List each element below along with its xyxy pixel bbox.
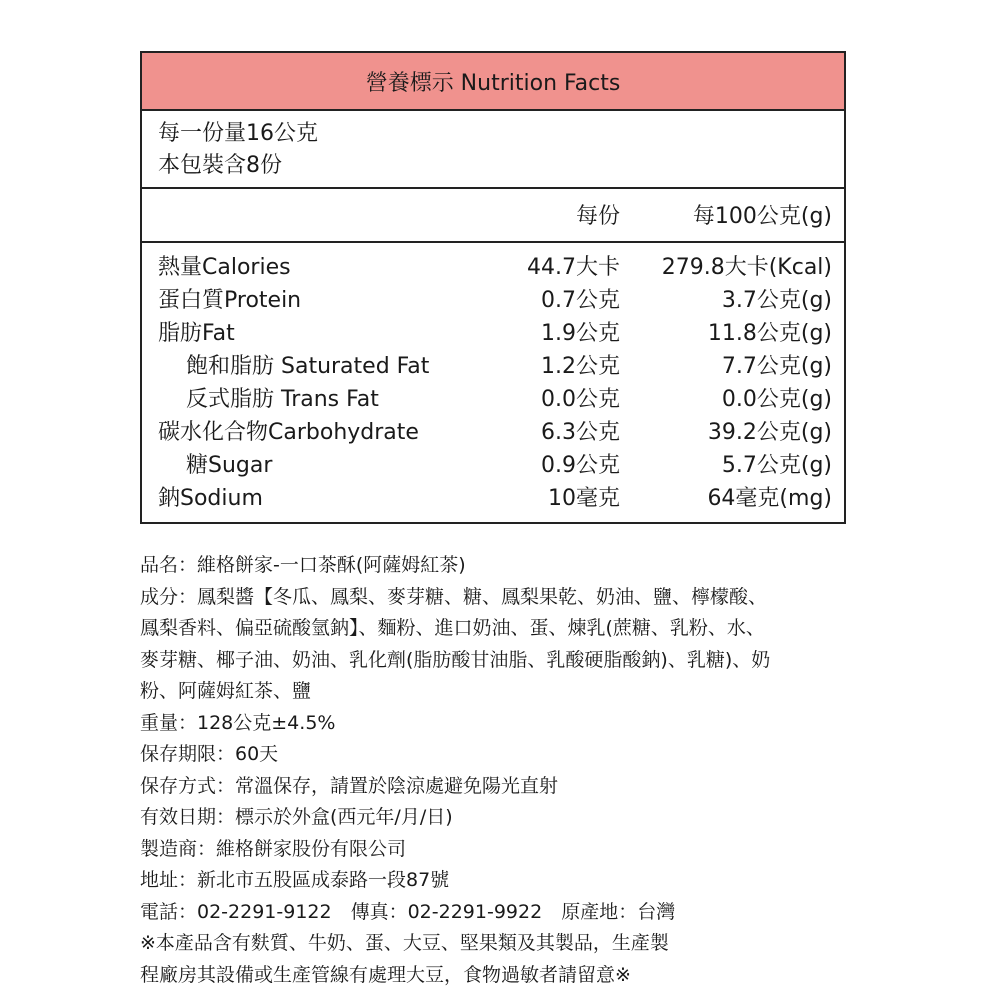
nutrient-row-protein bbox=[142, 284, 844, 317]
per-serving-value: 10毫克 bbox=[548, 486, 620, 511]
per-serving-value: 0.0公克 bbox=[541, 387, 620, 412]
nutrient-row-saturated-fat bbox=[142, 350, 844, 383]
nutrient-name: 糖Sugar bbox=[186, 453, 273, 478]
nutrient-name: 鈉Sodium bbox=[158, 486, 263, 511]
nutrient-row-calories bbox=[142, 251, 844, 284]
contact-line: 電話：02-2291-9122 傳真：02-2291-9922 原產地：台灣 bbox=[140, 900, 676, 923]
per-serving-value: 0.9公克 bbox=[541, 453, 620, 478]
nutrient-name: 蛋白質Protein bbox=[158, 288, 302, 313]
per-100g-header: 每100公克(g) bbox=[692, 204, 832, 229]
storage-line: 保存方式：常溫保存，請置於陰涼處避免陽光直射 bbox=[140, 774, 559, 797]
per-100g-value: 7.7公克(g) bbox=[721, 354, 832, 379]
shelf-life-line: 保存期限：60天 bbox=[140, 743, 279, 765]
allergen-notice-line: ※本產品含有麩質、牛奶、蛋、大豆、堅果類及其製品，生產製 bbox=[140, 932, 669, 954]
manufacturer-line: 製造商：維格餅家股份有限公司 bbox=[140, 837, 407, 860]
servings-per-package: 本包裝含8份 bbox=[158, 153, 282, 178]
per-serving-value: 6.3公克 bbox=[541, 420, 620, 445]
nutrient-name: 熱量Calories bbox=[158, 255, 291, 280]
serving-size: 每一份量16公克 bbox=[158, 121, 318, 146]
nutrient-row-sodium bbox=[142, 482, 844, 515]
expiry-line: 有效日期：標示於外盒(西元年/月/日) bbox=[140, 806, 453, 828]
nutrition-facts-title: 營養標示 Nutrition Facts bbox=[142, 53, 844, 111]
per-100g-value: 5.7公克(g) bbox=[721, 453, 832, 478]
ingredients-line: 成分：鳳梨醬【冬瓜、鳳梨、麥芽糖、糖、鳳梨果乾、奶油、鹽、檸檬酸、 bbox=[140, 585, 768, 608]
per-100g-value: 0.0公克(g) bbox=[721, 387, 832, 412]
product-name-line: 品名：維格餅家-一口茶酥(阿薩姆紅茶) bbox=[140, 554, 466, 576]
nutrient-name: 反式脂肪 Trans Fat bbox=[186, 387, 379, 412]
per-100g-value: 39.2公克(g) bbox=[707, 420, 832, 445]
per-100g-value: 64毫克(mg) bbox=[707, 486, 832, 511]
nutrient-row-fat bbox=[142, 317, 844, 350]
per-serving-value: 44.7大卡 bbox=[527, 255, 620, 280]
per-100g-value: 11.8公克(g) bbox=[707, 321, 832, 346]
product-info bbox=[140, 550, 860, 991]
ingredients-line: 鳳梨香料、偏亞硫酸氫鈉】、麵粉、進口奶油、蛋、煉乳(蔗糖、乳粉、水、 bbox=[140, 617, 765, 639]
nutrient-row-trans-fat bbox=[142, 383, 844, 416]
per-serving-value: 0.7公克 bbox=[541, 288, 620, 313]
nutrition-facts-table bbox=[140, 51, 846, 524]
weight-line: 重量：128公克±4.5% bbox=[140, 711, 336, 734]
column-headers bbox=[142, 189, 844, 243]
nutrient-rows bbox=[142, 243, 844, 515]
per-100g-value: 3.7公克(g) bbox=[721, 288, 832, 313]
per-serving-header: 每份 bbox=[575, 204, 620, 229]
nutrient-name: 脂肪Fat bbox=[158, 321, 235, 346]
per-serving-value: 1.9公克 bbox=[541, 321, 620, 346]
nutrient-name: 碳水化合物Carbohydrate bbox=[158, 420, 419, 445]
per-100g-value: 279.8大卡(Kcal) bbox=[661, 255, 832, 280]
nutrient-row-sugar bbox=[142, 449, 844, 482]
allergen-notice-line: 程廠房其設備或生產管線有處理大豆，食物過敏者請留意※ bbox=[140, 963, 631, 986]
nutrient-name: 飽和脂肪 Saturated Fat bbox=[186, 354, 430, 379]
address-line: 地址：新北市五股區成泰路一段87號 bbox=[140, 869, 450, 891]
serving-info bbox=[142, 111, 844, 189]
ingredients-line: 粉、阿薩姆紅茶、鹽 bbox=[140, 680, 312, 702]
per-serving-value: 1.2公克 bbox=[541, 354, 620, 379]
nutrient-row-carbohydrate bbox=[142, 416, 844, 449]
ingredients-line: 麥芽糖、椰子油、奶油、乳化劑(脂肪酸甘油脂、乳酸硬脂酸鈉)、乳糖)、奶 bbox=[140, 648, 771, 671]
